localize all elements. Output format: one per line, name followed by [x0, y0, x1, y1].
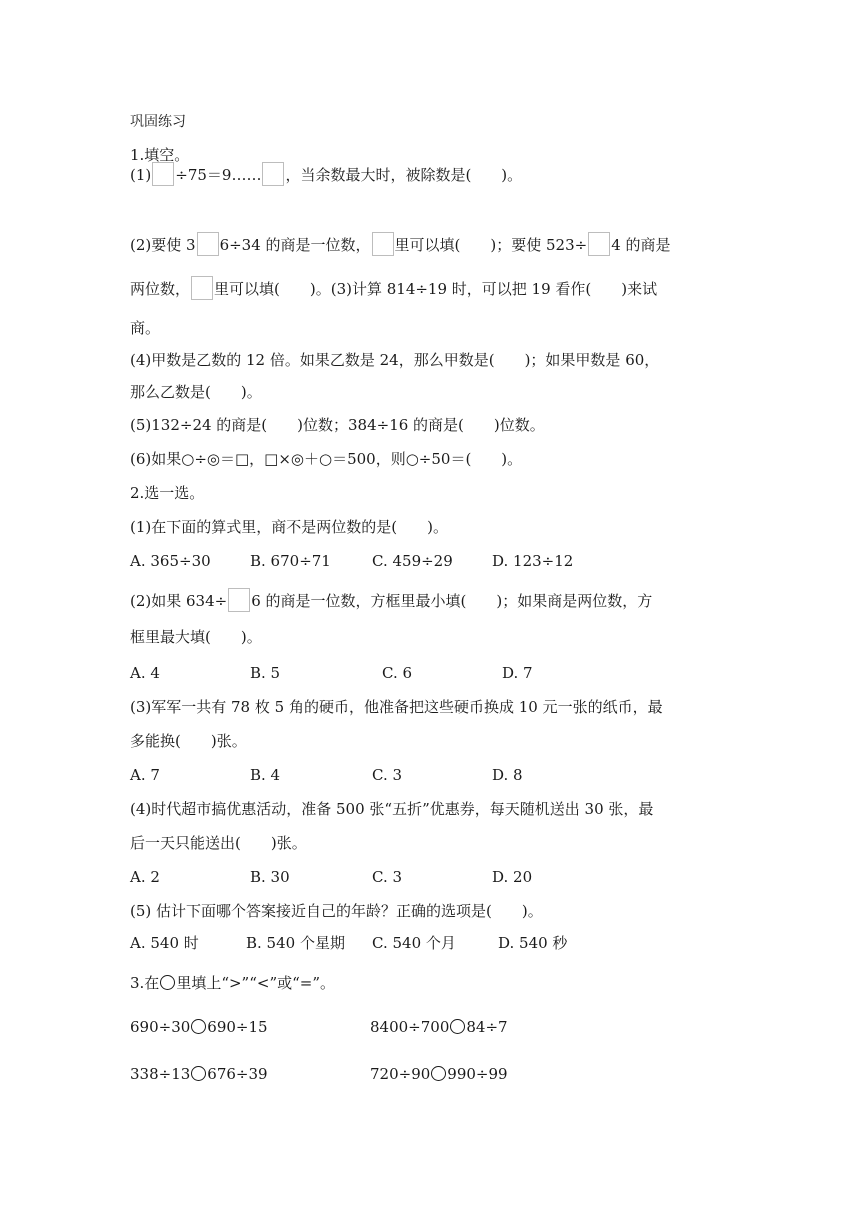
worksheet-title: 巩固练习: [130, 114, 186, 130]
option-b[interactable]: B. 540 个星期: [246, 934, 345, 952]
answer-box[interactable]: [588, 232, 610, 256]
s1-q1-part-c: ，当余数最大时，被除数是( )。: [285, 166, 523, 184]
option-c[interactable]: C. 459÷29: [372, 552, 453, 570]
compare-item: [370, 1064, 508, 1084]
compare-right: 84÷7: [466, 1018, 508, 1036]
section-1-heading: 1.填空。: [130, 146, 190, 164]
compare-item: [130, 1017, 268, 1037]
s1-q4-line-2: 那么乙数是( )。: [130, 383, 262, 401]
s2-q4-options: [130, 867, 750, 887]
option-b[interactable]: B. 5: [250, 664, 281, 682]
compare-circle[interactable]: [191, 1066, 206, 1081]
s1-q2-part: 里可以填( )；要使 523÷: [394, 236, 588, 254]
s1-q2-line-2: [130, 276, 657, 301]
option-d[interactable]: D. 7: [502, 664, 533, 682]
option-d[interactable]: D. 123÷12: [492, 552, 574, 570]
option-c[interactable]: C. 540 个月: [372, 934, 456, 952]
answer-box[interactable]: [372, 232, 394, 256]
s1-q2-part: 4 的商是: [611, 236, 671, 254]
compare-circle[interactable]: [191, 1019, 206, 1034]
compare-left: 338÷13: [130, 1065, 191, 1083]
s1-q4-line-1: (4)甲数是乙数的 12 倍。如果乙数是 24，那么甲数是( )；如果甲数是 60，: [130, 351, 660, 369]
s2-q4-line-2: 后一天只能送出( )张。: [130, 834, 307, 852]
s2-q2-part: 6 的商是一位数，方框里最小填( )；如果商是两位数，方: [251, 592, 653, 610]
s2-q2-line-1: [130, 588, 652, 613]
circle-icon: [160, 975, 175, 990]
s2-q1: (1)在下面的算式里，商不是两位数的是( )。: [130, 518, 448, 536]
compare-item: [370, 1017, 508, 1037]
s1-q2-part: 两位数，: [130, 280, 191, 298]
compare-right: 676÷39: [207, 1065, 268, 1083]
s2-q1-options: [130, 551, 750, 571]
s3-heading-part: 里填上“>”“<”或“=”。: [176, 974, 336, 992]
compare-left: 690÷30: [130, 1018, 191, 1036]
option-c[interactable]: C. 3: [372, 868, 403, 886]
section-2-heading: 2.选一选。: [130, 484, 205, 502]
s1-q1: [130, 162, 522, 187]
compare-right: 690÷15: [207, 1018, 268, 1036]
option-d[interactable]: D. 8: [492, 766, 523, 784]
s3-heading-part: 3.在: [130, 974, 160, 992]
s2-q5: (5) 估计下面哪个答案接近自己的年龄？正确的选项是( )。: [130, 902, 543, 920]
compare-item: [130, 1064, 268, 1084]
section-3-heading: [130, 973, 335, 993]
compare-circle[interactable]: [450, 1019, 465, 1034]
s2-q4-line-1: (4)时代超市搞优惠活动，准备 500 张“五折”优惠券，每天随机送出 30 张，最: [130, 800, 654, 818]
s1-q2-part: 6÷34 的商是一位数，: [219, 236, 371, 254]
s1-q6: (6)如果○÷◎＝□，□×◎＋○＝500，则○÷50＝( )。: [130, 450, 523, 468]
s1-q2-part: (2)要使 3: [130, 236, 196, 254]
s2-q2-options: [130, 663, 750, 683]
option-a[interactable]: A. 2: [130, 868, 160, 886]
s1-q2-part: 里可以填( )。(3)计算 814÷19 时，可以把 19 看作( )来试: [214, 280, 658, 298]
option-a[interactable]: A. 4: [130, 664, 160, 682]
s2-q2-part: (2)如果 634÷: [130, 592, 228, 610]
s2-q3-options: [130, 765, 750, 785]
s2-q5-options: [130, 933, 750, 953]
answer-box[interactable]: [262, 162, 284, 186]
s1-q2-line-1: [130, 232, 671, 257]
option-a[interactable]: A. 7: [130, 766, 160, 784]
compare-circle[interactable]: [431, 1066, 446, 1081]
option-d[interactable]: D. 540 秒: [498, 934, 568, 952]
option-b[interactable]: B. 670÷71: [250, 552, 331, 570]
option-c[interactable]: C. 6: [382, 664, 413, 682]
option-a[interactable]: A. 365÷30: [130, 552, 211, 570]
answer-box[interactable]: [228, 588, 250, 612]
compare-left: 8400÷700: [370, 1018, 450, 1036]
s1-q5: (5)132÷24 的商是( )位数；384÷16 的商是( )位数。: [130, 416, 545, 434]
option-b[interactable]: B. 30: [250, 868, 290, 886]
answer-box[interactable]: [191, 276, 213, 300]
option-b[interactable]: B. 4: [250, 766, 281, 784]
s1-q1-part-b: ÷75＝9……: [175, 166, 262, 184]
s2-q3-line-2: 多能换( )张。: [130, 732, 247, 750]
option-c[interactable]: C. 3: [372, 766, 403, 784]
answer-box[interactable]: [152, 162, 174, 186]
s1-q2-line-3: 商。: [130, 319, 161, 337]
compare-left: 720÷90: [370, 1065, 431, 1083]
s2-q3-line-1: (3)军军一共有 78 枚 5 角的硬币，他准备把这些硬币换成 10 元一张的纸币，最: [130, 698, 663, 716]
s2-q2-line-2: 框里最大填( )。: [130, 628, 262, 646]
s1-q1-part-a: (1): [130, 166, 152, 184]
answer-box[interactable]: [197, 232, 219, 256]
option-a[interactable]: A. 540 时: [130, 934, 199, 952]
compare-right: 990÷99: [447, 1065, 508, 1083]
option-d[interactable]: D. 20: [492, 868, 533, 886]
